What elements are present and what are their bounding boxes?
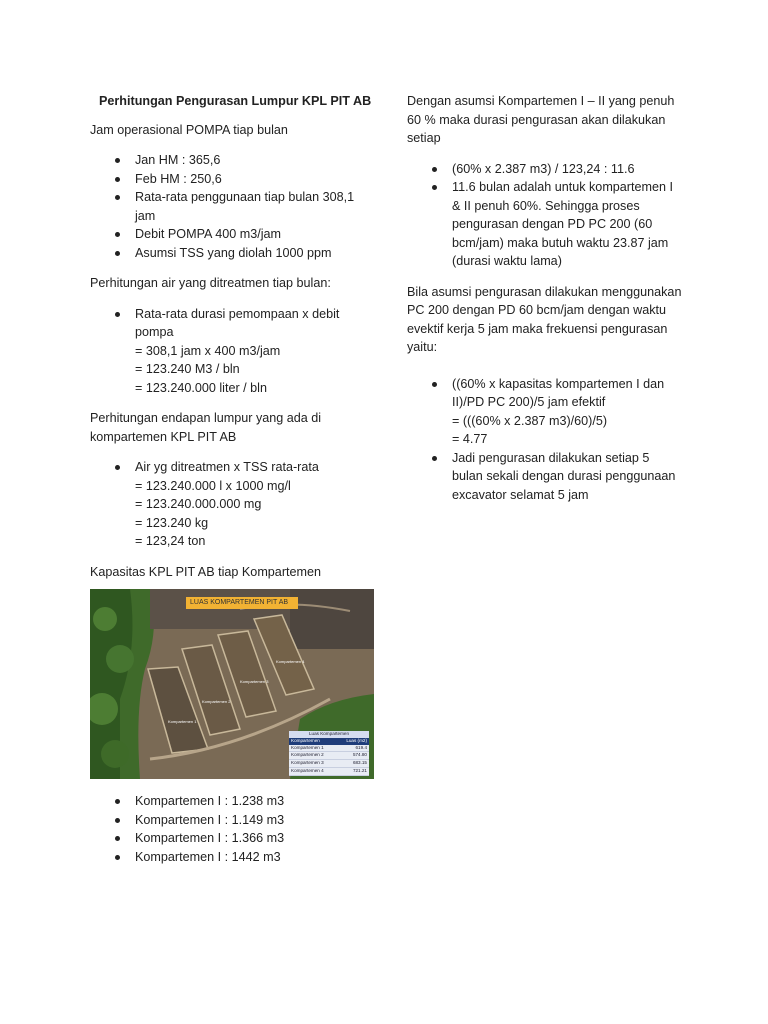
compartment-1-label: Kompartemen 1 — [168, 719, 197, 724]
duration-list — [407, 160, 687, 271]
list-item: Air yg ditreatmen x TSS rata-rata = 123.240.000 l x 1000 mg/l = 123.240.000.000 mg = 123.240 kg = 123,24 ton — [135, 458, 375, 551]
left-column — [90, 92, 375, 878]
frequency-list — [407, 375, 687, 505]
frequency-assumption-paragraph: Bila asumsi pengurasan dilakukan menggunakan PC 200 dengan PD 60 bcm/jam dengan waktu evektif kerja 5 jam maka frekuensi pengurasan yaitu: — [407, 284, 682, 354]
right-column — [407, 92, 687, 516]
sludge-heading: Perhitungan endapan lumpur yang ada di kompartemen KPL PIT AB — [90, 411, 322, 444]
legend-row: Kompartemen 1 619.4 — [289, 745, 369, 753]
aerial-photo-compartments — [90, 589, 374, 779]
intro-paragraph: Jam operasional POMPA tiap bulan — [90, 122, 288, 137]
legend-caption: Luas Kompartemen — [289, 731, 369, 738]
compartment-capacity-list — [90, 792, 375, 866]
area-legend-table — [289, 731, 369, 776]
list-item: Kompartemen I : 1.238 m3 — [135, 792, 375, 811]
compartment-2-label: Kompartemen 2 — [202, 699, 231, 704]
legend-header: Kompartemen Luas (m2) — [291, 737, 367, 743]
legend-row: Kompartemen 3 683.15 — [289, 760, 369, 768]
list-item: (60% x 2.387 m3) / 123,24 : 11.6 — [452, 160, 687, 179]
list-item: Debit POMPA 400 m3/jam — [135, 225, 375, 244]
compartment-3-label: Kompartemen 3 — [240, 679, 269, 684]
treated-water-list — [90, 305, 375, 398]
capacity-heading: Kapasitas KPL PIT AB tiap Kompartemen — [90, 564, 322, 579]
list-item: Rata-rata penggunaan tiap bulan 308,1 jam — [135, 188, 375, 225]
document-title: Perhitungan Pengurasan Lumpur KPL PIT AB — [99, 94, 372, 108]
treated-water-heading: Perhitungan air yang ditreatmen tiap bulan: — [90, 276, 331, 290]
list-item: Kompartemen I : 1442 m3 — [135, 848, 375, 867]
list-item: Kompartemen I : 1.149 m3 — [135, 811, 375, 830]
sludge-list — [90, 458, 375, 551]
duration-assumption-paragraph: Dengan asumsi Kompartemen I – II yang penuh 60 % maka durasi pengurasan akan dilakukan setiap — [407, 94, 675, 145]
list-item: Asumsi TSS yang diolah 1000 ppm — [135, 244, 375, 263]
legend-row: Kompartemen 2 574.80 — [289, 752, 369, 760]
list-item: 11.6 bulan adalah untuk kompartemen I & II penuh 60%. Sehingga proses pengurasan dengan PD PC 200 (60 bcm/jam) maka butuh waktu 23.87 jam (durasi waktu lama) — [452, 178, 687, 271]
list-item: Kompartemen I : 1.366 m3 — [135, 829, 375, 848]
list-item: Jadi pengurasan dilakukan setiap 5 bulan sekali dengan durasi penggunaan excavator selamat 5 jam — [452, 449, 687, 505]
compartment-4-label: Kompartemen 4 — [276, 659, 305, 664]
photo-title-label: LUAS KOMPARTEMEN PIT AB — [186, 597, 298, 609]
legend-row: Kompartemen 4 721.21 — [289, 768, 369, 776]
list-item: Feb HM : 250,6 — [135, 170, 375, 189]
list-item: Rata-rata durasi pemompaan x debit pompa = 308,1 jam x 400 m3/jam = 123.240 M3 / bln = 123.240.000 liter / bln — [135, 305, 375, 398]
list-item: Jan HM : 365,6 — [135, 151, 375, 170]
list-item: ((60% x kapasitas kompartemen I dan II)/PD PC 200)/5 jam efektif = (((60% x 2.387 m3)/60)/5) = 4.77 — [452, 375, 687, 449]
pump-hours-list — [90, 151, 375, 262]
